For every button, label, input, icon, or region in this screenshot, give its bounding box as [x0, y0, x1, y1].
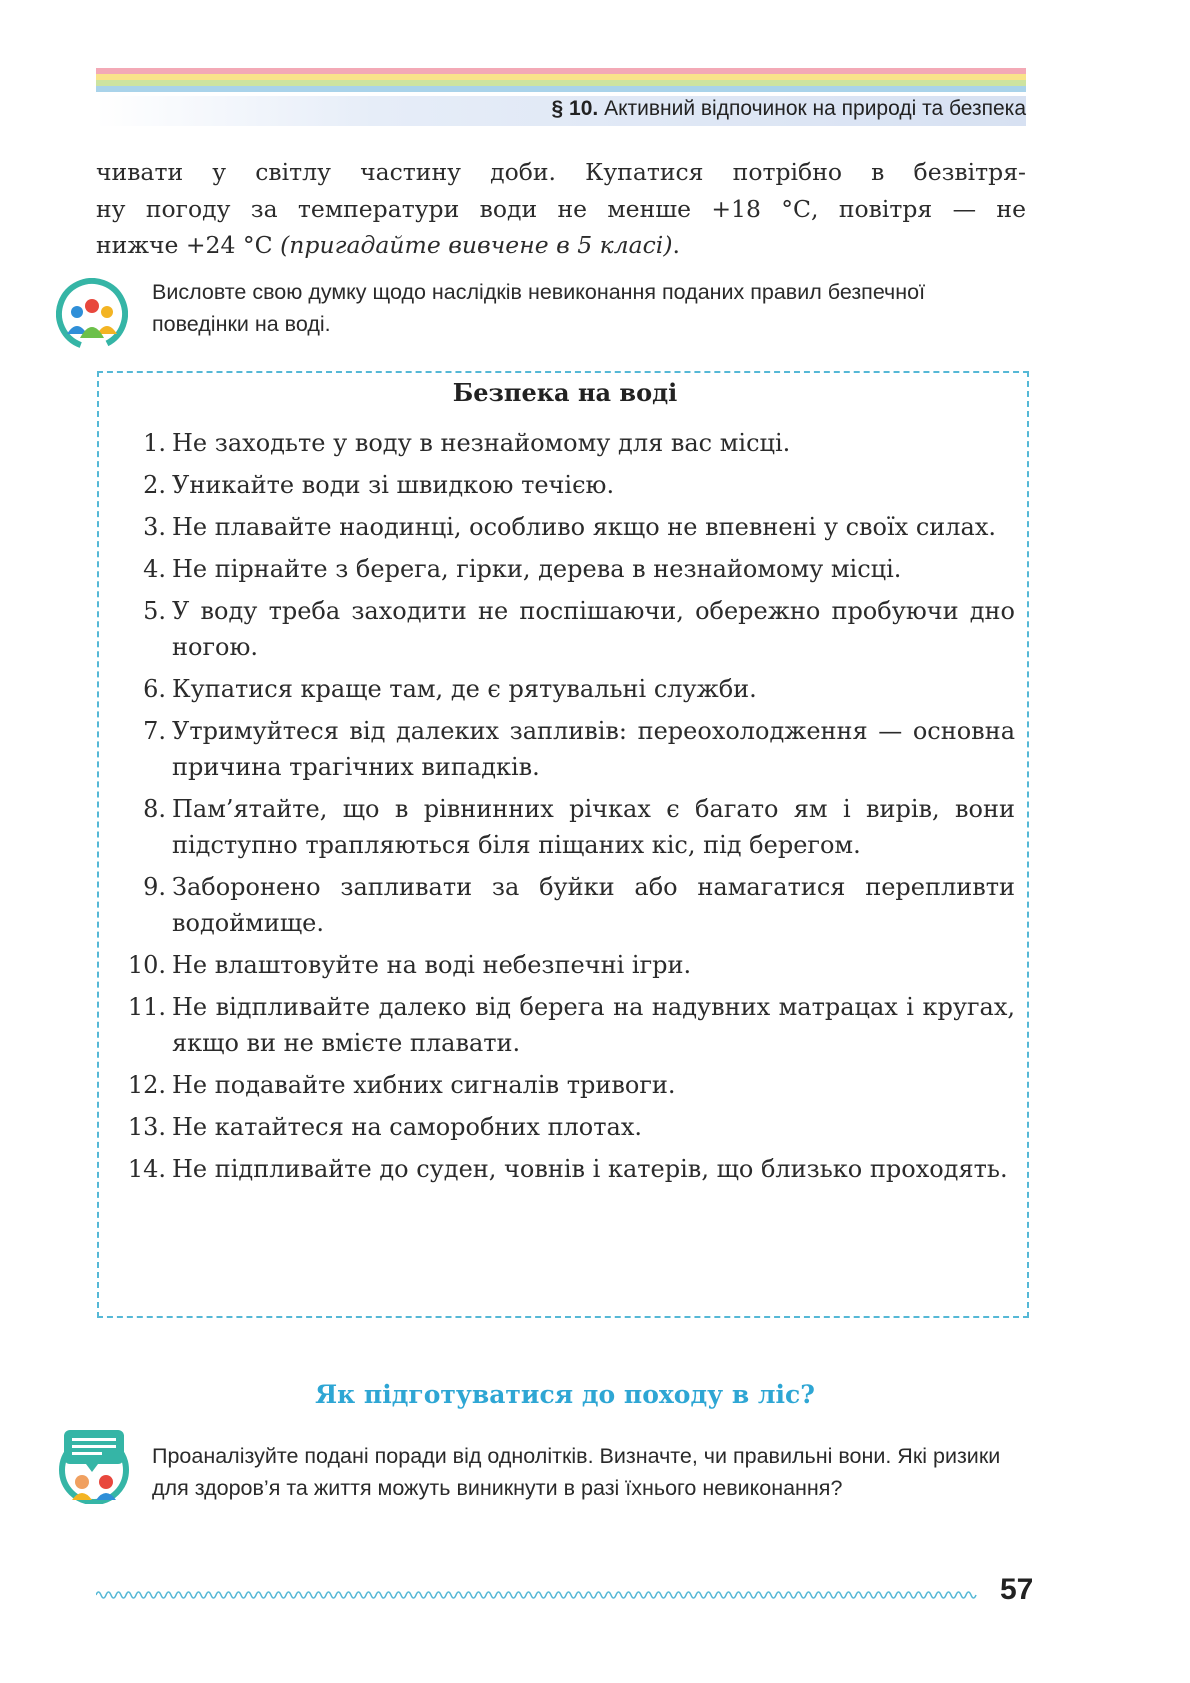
- task-2-text: Проаналізуйте подані поради від однолітків. Визначте, чи правильні вони. Які ризики для здоров’я та життя можуть виникнути в разі їхнього невиконання?: [152, 1444, 1001, 1500]
- header-color-stripes: [96, 68, 1026, 98]
- rule-number: 5.: [143, 597, 166, 625]
- rule-text: Не катайтеся на саморобних плотах.: [172, 1113, 643, 1141]
- rule-item: [110, 467, 1015, 503]
- rule-number: 1.: [143, 429, 166, 457]
- rule-text: Утримуйтеся від далеких запливів: переохолодження — основна причина трагічних випадків.: [172, 717, 1015, 781]
- rule-item: [110, 593, 1015, 665]
- rule-number: 14.: [127, 1155, 166, 1183]
- section-number: § 10.: [551, 97, 599, 120]
- intro-line-1: чивати у світлу частину доби. Купатися потрібно в безвітря-: [96, 158, 1026, 186]
- rule-text: Не підпливайте до суден, човнів і катерів, що близько проходять.: [172, 1155, 1008, 1183]
- rule-item: [110, 869, 1015, 941]
- rule-text: Не подавайте хибних сигналів тривоги.: [172, 1071, 676, 1099]
- rule-text: Не заходьте у воду в незнайомому для вас місці.: [172, 429, 791, 457]
- rule-item: [110, 509, 1015, 545]
- intro-paragraph: [96, 154, 1026, 264]
- rule-text: Пам’ятайте, що в рівнинних річках є багато ям і вирів, вони підступно трапляються біля піщаних кіс, під берегом.: [172, 795, 1015, 859]
- water-safety-rules: [110, 425, 1015, 1193]
- rule-text: Уникайте води зі швидкою течією.: [172, 471, 615, 499]
- rule-number: 7.: [143, 717, 166, 745]
- rule-text: Купатися краще там, де є рятувальні служби.: [172, 675, 757, 703]
- rule-item: [110, 1109, 1015, 1145]
- rule-item: [110, 1151, 1015, 1187]
- running-header: [552, 97, 1026, 121]
- intro-line-2: ну погоду за температури води не менше +18 °С, повітря — не: [96, 194, 1026, 223]
- rule-item: [110, 713, 1015, 785]
- intro-line-3: нижче +24 °С (пригадайте вивчене в 5 класі).: [96, 231, 680, 259]
- section-title: Активний відпочинок на природі та безпека: [604, 97, 1026, 120]
- rule-text: Не пірнайте з берега, гірки, дерева в незнайомому місці.: [172, 555, 902, 583]
- rule-number: 10.: [127, 951, 166, 979]
- rule-text: Не плавайте наодинці, особливо якщо не впевнені у своїх силах.: [172, 513, 996, 541]
- rule-text: У воду треба заходити не поспішаючи, обережно пробуючи дно ногою.: [172, 597, 1015, 661]
- water-safety-title: Безпека на воді: [452, 378, 678, 407]
- rule-item: [110, 1067, 1015, 1103]
- rule-number: 13.: [127, 1113, 166, 1141]
- rule-item: [110, 989, 1015, 1061]
- page-number: 57: [1000, 1573, 1034, 1606]
- rule-number: 3.: [143, 513, 166, 541]
- footer-wave-decoration: [96, 1588, 986, 1602]
- rule-number: 9.: [143, 873, 166, 901]
- rule-number: 2.: [143, 471, 166, 499]
- rule-number: 6.: [143, 675, 166, 703]
- rule-number: 11.: [127, 993, 166, 1021]
- rule-item: [110, 791, 1015, 863]
- rule-number: 12.: [127, 1071, 166, 1099]
- rule-text: Заборонено запливати за буйки або намагатися перепливти водоймище.: [172, 873, 1015, 937]
- rule-item: [110, 947, 1015, 983]
- rule-text: Не відпливайте далеко від берега на надувних матрацах і кругах, якщо ви не вмієте плавати.: [172, 993, 1015, 1057]
- section-heading: Як підготуватися до походу в ліс?: [315, 1380, 815, 1409]
- rule-number: 8.: [143, 795, 166, 823]
- stripe-blue: [96, 86, 1026, 92]
- task-1-text: Висловте свою думку щодо наслідків невиконання поданих правил безпечної поведінки на воді.: [152, 280, 926, 336]
- chat-speech-icon: [56, 1428, 132, 1504]
- rule-text: Не влаштовуйте на воді небезпечні ігри.: [172, 951, 692, 979]
- intro-italic-note: (пригадайте вивчене в 5 класі): [280, 231, 673, 259]
- rule-item: [110, 551, 1015, 587]
- group-discussion-icon: [56, 278, 128, 350]
- rule-number: 4.: [143, 555, 166, 583]
- rule-item: [110, 425, 1015, 461]
- rule-item: [110, 671, 1015, 707]
